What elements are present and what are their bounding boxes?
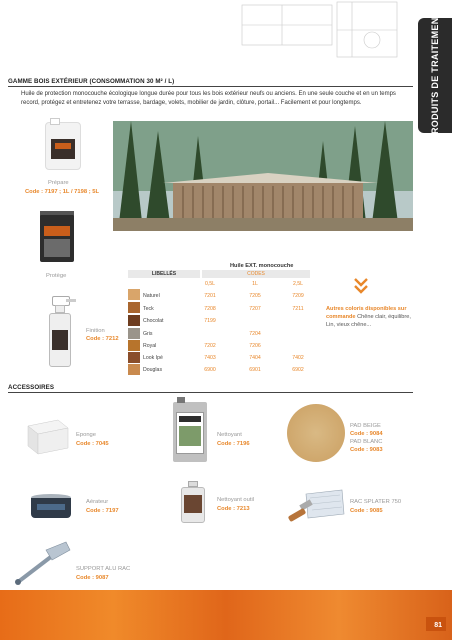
table-header-codes: CODES bbox=[202, 270, 310, 278]
gamme-title: GAMME BOIS EXTÉRIEUR (CONSOMMATION 30 M² / L) bbox=[8, 78, 175, 85]
more-colors-title: Autres coloris disponibles sur commande bbox=[326, 306, 407, 321]
swatch-douglas bbox=[128, 364, 140, 375]
accessoires-title: ACCESSOIRES bbox=[8, 384, 55, 391]
finition-label: Finition bbox=[86, 328, 105, 334]
accessory-nettoyant-outil-name: Nettoyant outil bbox=[217, 497, 255, 503]
code-look-ipe-2: 7404 bbox=[249, 355, 261, 361]
accessoires-rule bbox=[8, 392, 413, 393]
gamme-intro: Huile de protection monocouche écologique longue durée pour tous les bois extérieur neufs ou anciens. En une seule couche et en un temps record, protégez et entretenez votre terrasse, bardage, volets, mobilier de jardin, clôture, portail... Facilement et pour longtemps. bbox=[21, 91, 396, 106]
more-colors-rest: Chêne clair, équilibre, Lin, vieux chêne... bbox=[326, 314, 411, 329]
page-number: 81 bbox=[434, 622, 442, 629]
more-colors-note bbox=[326, 305, 418, 330]
sponge-image bbox=[22, 418, 70, 461]
header-blueprint-background bbox=[0, 0, 452, 70]
swatch-naturel bbox=[128, 289, 140, 300]
accessory-pad-beige-name: PAD BEIGE bbox=[350, 423, 381, 429]
row-label-royal: Royal bbox=[143, 343, 157, 349]
accessory-nettoyant-name: Nettoyant bbox=[217, 432, 242, 438]
aerateur-tin-image bbox=[31, 494, 71, 520]
swatch-teck bbox=[128, 302, 140, 313]
code-naturel-1: 7201 bbox=[204, 293, 216, 299]
code-douglas-2: 6901 bbox=[249, 367, 261, 373]
footer-wood-bar bbox=[0, 590, 452, 640]
protege-label: Protège bbox=[46, 273, 67, 279]
nettoyant-can-image bbox=[173, 402, 207, 462]
side-tab-produits bbox=[418, 11, 452, 140]
accessory-aerateur-code: Code : 7197 bbox=[86, 508, 119, 514]
accessory-aerateur-name: Aérateur bbox=[86, 499, 109, 505]
code-naturel-2: 7205 bbox=[249, 293, 261, 299]
accessory-eponge-code: Code : 7045 bbox=[76, 441, 109, 447]
swatch-gris bbox=[128, 328, 140, 339]
support-alu-image bbox=[12, 540, 72, 591]
nettoyant-outil-bottle-image bbox=[180, 481, 206, 523]
table-header-libelles: LIBELLÉS bbox=[128, 270, 200, 278]
accessory-pad-blanc-code: Code : 9083 bbox=[350, 447, 383, 453]
hero-photo bbox=[113, 121, 413, 231]
row-label-look-ipe: Look Ipé bbox=[143, 355, 163, 361]
pad-beige-image bbox=[287, 404, 345, 462]
code-teck-2: 7207 bbox=[249, 306, 261, 312]
accessory-rac-splater-name: RAC SPLATER 750 bbox=[350, 499, 402, 505]
accessory-pad-beige-code: Code : 9084 bbox=[350, 431, 383, 437]
row-label-douglas: Douglas bbox=[143, 367, 163, 373]
accessory-rac-splater-code: Code : 9085 bbox=[350, 508, 383, 514]
accessory-nettoyant-code: Code : 7196 bbox=[217, 441, 250, 447]
side-tab-label: PRODUITS DE TRAITEMENT bbox=[430, 11, 440, 140]
table-title: Huile EXT. monocouche bbox=[230, 263, 294, 269]
code-gris-2: 7204 bbox=[249, 331, 261, 337]
finition-spray-image bbox=[44, 296, 74, 368]
row-label-gris: Gris bbox=[143, 331, 153, 337]
code-look-ipe-1: 7403 bbox=[204, 355, 216, 361]
size-header-3: 2,5L bbox=[292, 281, 304, 287]
swatch-royal bbox=[128, 340, 140, 351]
row-label-naturel: Naturel bbox=[143, 293, 160, 299]
finition-code: Code : 7212 bbox=[86, 336, 119, 342]
code-teck-1: 7208 bbox=[204, 306, 216, 312]
code-look-ipe-3: 7402 bbox=[292, 355, 304, 361]
swatch-look-ipe bbox=[128, 352, 140, 363]
prepare-label: Prépare bbox=[48, 180, 69, 186]
swatch-chocolat bbox=[128, 315, 140, 326]
size-header-2: 1L bbox=[252, 281, 258, 287]
prepare-jerrican-image bbox=[45, 122, 81, 170]
row-label-teck: Teck bbox=[143, 306, 154, 312]
rac-splater-image bbox=[286, 488, 346, 537]
accessory-nettoyant-outil-code: Code : 7213 bbox=[217, 506, 250, 512]
code-naturel-3: 7209 bbox=[292, 293, 304, 299]
accessory-pad-blanc-name: PAD BLANC bbox=[350, 439, 383, 445]
code-douglas-1: 6900 bbox=[204, 367, 216, 373]
gamme-rule bbox=[8, 86, 413, 87]
accessory-support-alu-code: Code : 9087 bbox=[76, 575, 109, 581]
accessory-support-alu-name: SUPPORT ALU RAC bbox=[76, 566, 131, 572]
code-chocolat-1: 7199 bbox=[204, 318, 216, 324]
protege-can-image bbox=[40, 214, 74, 262]
code-teck-3: 7211 bbox=[292, 306, 304, 312]
code-douglas-3: 6902 bbox=[292, 367, 304, 373]
size-header-1: 0,5L bbox=[204, 281, 216, 287]
accessory-eponge-name: Eponge bbox=[76, 432, 96, 438]
row-label-chocolat: Chocolat bbox=[143, 318, 164, 324]
code-royal-2: 7206 bbox=[249, 343, 261, 349]
chevron-down-icon bbox=[353, 277, 369, 300]
prepare-code: Code : 7197 ; 1L / 7198 ; 5L bbox=[25, 189, 99, 195]
code-royal-1: 7202 bbox=[204, 343, 216, 349]
